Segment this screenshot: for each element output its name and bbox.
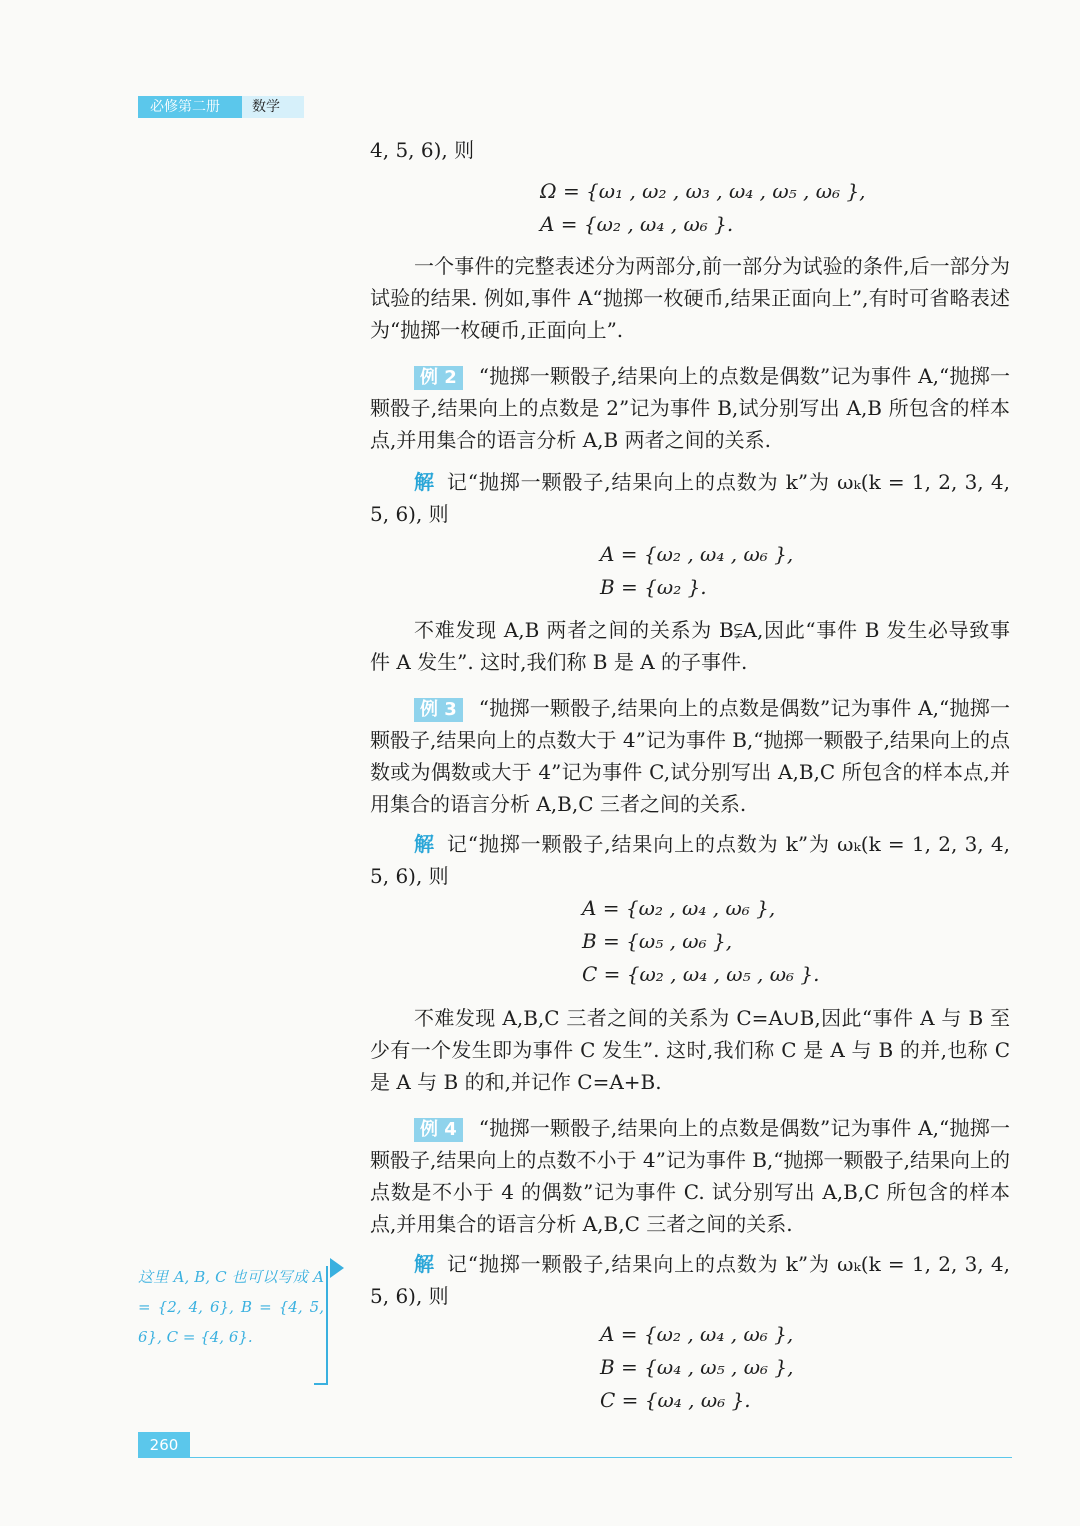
side-note: 这里 A, B, C 也可以写成 A = {2, 4, 6}, B = {4, 5, 6}, C = {4, 6}. [138,1268,324,1346]
paragraph-subevent: 不难发现 A,B 两者之间的关系为 B⫋A,因此“事件 B 发生必导致事件 A 发生”. 这时,我们称 B 是 A 的子事件. [370,618,1010,674]
formula-a: A = {ω₂ , ω₄ , ω₆ }. [540,212,734,236]
example-3 [370,692,1010,820]
formula-b: B = {ω₄ , ω₅ , ω₆ }, [600,1355,794,1379]
solution-label: 解 [414,470,435,494]
example-2-badge: 例 2 [414,366,463,390]
side-note-bar [326,1266,328,1384]
example-4 [370,1112,1010,1240]
paragraph-union: 不难发现 A,B,C 三者之间的关系为 C=A∪B,因此“事件 A 与 B 至少有一个发生即为事件 C 发生”. 这时,我们称 C 是 A 与 B 的并,也称 C 是 A 与 B 的和,并记作 C=A+B. [370,1006,1010,1094]
formula-b: B = {ω₂ }. [600,575,707,599]
side-note-bar-foot [314,1383,328,1385]
example-4-badge: 例 4 [414,1118,463,1142]
paragraph-event-description: 一个事件的完整表述分为两部分,前一部分为试验的条件,后一部分为试验的结果. 例如,事件 A“抛掷一枚硬币,结果正面向上”,有时可省略表述为“抛掷一枚硬币,正面向上”. [370,254,1010,342]
solution-label: 解 [414,1252,435,1276]
formula-c: C = {ω₄ , ω₆ }. [600,1388,751,1412]
solution-label: 解 [414,832,435,856]
example-2 [370,360,1010,456]
formula-a: A = {ω₂ , ω₄ , ω₆ }, [600,542,794,566]
solution-3-text: 记“抛掷一颗骰子,结果向上的点数为 k”为 ωₖ(k = 1, 2, 3, 4, 5, 6), 则 [370,832,1010,888]
solution-3 [370,828,1010,892]
book-title: 必修第二册 [138,96,242,118]
solution-2 [370,466,1010,530]
page-number: 260 [138,1432,190,1458]
side-note-arrow-icon [330,1258,344,1278]
formula-b: B = {ω₅ , ω₆ }, [582,929,733,953]
formula-a: A = {ω₂ , ω₄ , ω₆ }, [582,896,776,920]
example-3-badge: 例 3 [414,698,463,722]
formula-a: A = {ω₂ , ω₄ , ω₆ }, [600,1322,794,1346]
example-3-text: “抛掷一颗骰子,结果向上的点数是偶数”记为事件 A,“抛掷一颗骰子,结果向上的点数大于 4”记为事件 B,“抛掷一颗骰子,结果向上的点数或为偶数或大于 4”记为事件 C,试分别写出 A,B,C 所包含的样本点,并用集合的语言分析 A,B,C 三者之间的关系. [370,696,1010,816]
footer-divider [190,1457,1012,1458]
formula-omega: Ω = {ω₁ , ω₂ , ω₃ , ω₄ , ω₅ , ω₆ }, [540,179,866,203]
text-line: 4, 5, 6), 则 [370,138,475,162]
subject-title: 数学 [242,96,304,118]
running-header [138,96,304,118]
solution-4 [370,1248,1010,1312]
solution-2-text: 记“抛掷一颗骰子,结果向上的点数为 k”为 ωₖ(k = 1, 2, 3, 4, 5, 6), 则 [370,470,1010,526]
formula-c: C = {ω₂ , ω₄ , ω₅ , ω₆ }. [582,962,820,986]
example-4-text: “抛掷一颗骰子,结果向上的点数是偶数”记为事件 A,“抛掷一颗骰子,结果向上的点数不小于 4”记为事件 B,“抛掷一颗骰子,结果向上的点数是不小于 4 的偶数”记为事件 C. 试分别写出 A,B,C 所包含的样本点,并用集合的语言分析 A,B,C 三者之间的关系. [370,1116,1010,1236]
solution-4-text: 记“抛掷一颗骰子,结果向上的点数为 k”为 ωₖ(k = 1, 2, 3, 4, 5, 6), 则 [370,1252,1010,1308]
example-2-text: “抛掷一颗骰子,结果向上的点数是偶数”记为事件 A,“抛掷一颗骰子,结果向上的点数是 2”记为事件 B,试分别写出 A,B 所包含的样本点,并用集合的语言分析 A,B 两者之间的关系. [370,364,1010,452]
